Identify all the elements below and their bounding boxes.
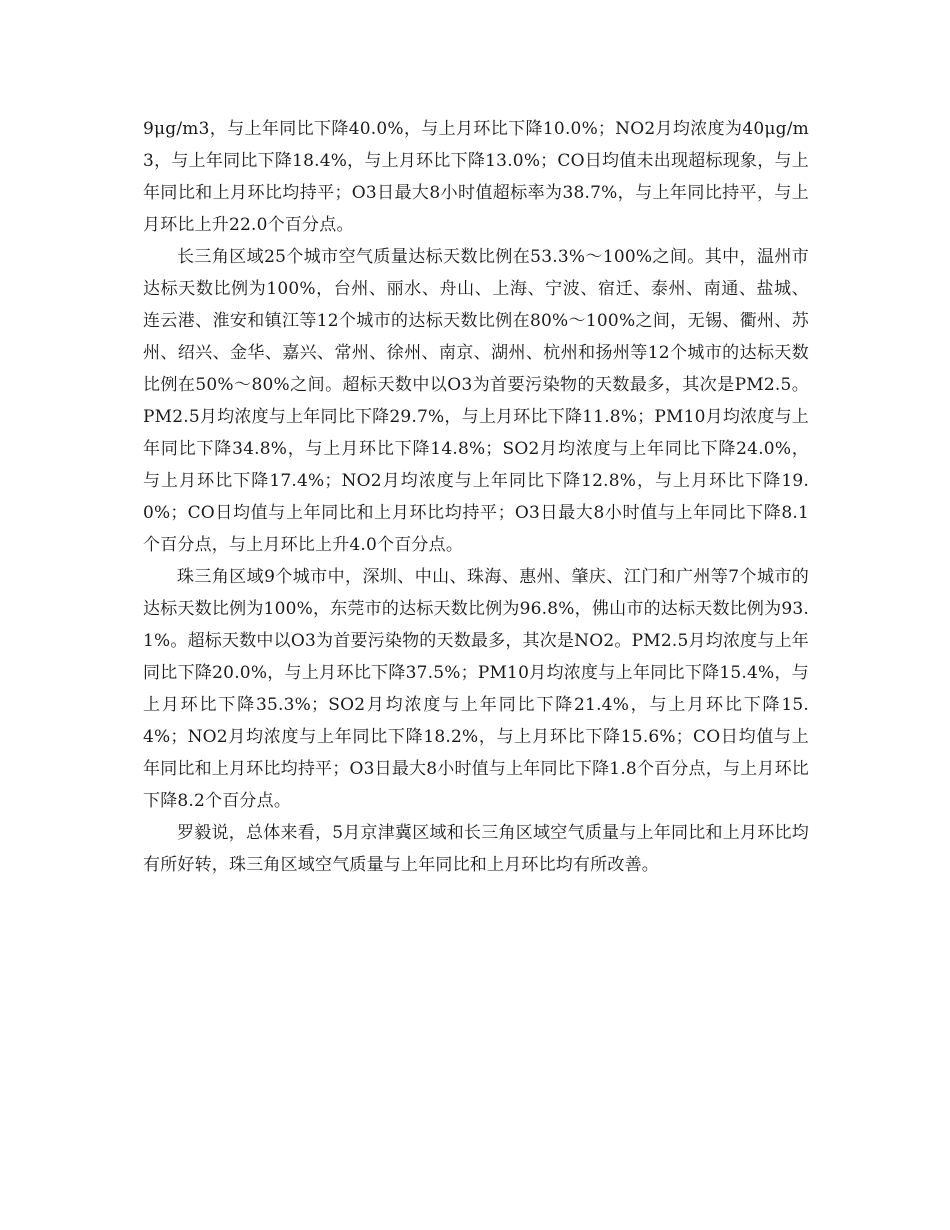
paragraph-pearl-delta: 珠三角区域9个城市中，深圳、中山、珠海、惠州、肇庆、江门和广州等7个城市的达标天数比例为100%，东莞市的达标天数比例为96.8%，佛山市的达标天数比例为93.1%。超标天数中以O3为首要污染物的天数最多，其次是NO2。PM2.5月均浓度与上年同比下降20.0%，与上月环比下降37.5%；PM10月均浓度与上年同比下降15.4%，与上月环比下降35.3%；SO2月均浓度与上年同比下降21.4%，与上月环比下降15.4%；NO2月均浓度与上年同比下降18.2%，与上月环比下降15.6%；CO日均值与上年同比和上月环比均持平；O3日最大8小时值与上年同比下降1.8个百分点，与上月环比下降8.2个百分点。 [143, 567, 809, 811]
paragraph-summary: 罗毅说，总体来看，5月京津冀区域和长三角区域空气质量与上年同比和上月环比均有所好转，珠三角区域空气质量与上年同比和上月环比均有所改善。 [143, 823, 809, 875]
paragraph-jingjinji-continued: 9μg/m3，与上年同比下降40.0%，与上月环比下降10.0%；NO2月均浓度为40μg/m3，与上年同比下降18.4%，与上月环比下降13.0%；CO日均值未出现超标现象，与上年同比和上月环比均持平；O3日最大8小时值超标率为38.7%，与上年同比持平，与上月环比上升22.0个百分点。 [143, 119, 809, 235]
document-body [143, 113, 809, 881]
paragraph-yangtze-delta: 长三角区域25个城市空气质量达标天数比例在53.3%～100%之间。其中，温州市达标天数比例为100%，台州、丽水、舟山、上海、宁波、宿迁、泰州、南通、盐城、连云港、淮安和镇江等12个城市的达标天数比例在80%～100%之间，无锡、衢州、苏州、绍兴、金华、嘉兴、常州、徐州、南京、湖州、杭州和扬州等12个城市的达标天数比例在50%～80%之间。超标天数中以O3为首要污染物的天数最多，其次是PM2.5。PM2.5月均浓度与上年同比下降29.7%，与上月环比下降11.8%；PM10月均浓度与上年同比下降34.8%，与上月环比下降14.8%；SO2月均浓度与上年同比下降24.0%，与上月环比下降17.4%；NO2月均浓度与上年同比下降12.8%，与上月环比下降19.0%；CO日均值与上年同比和上月环比均持平；O3日最大8小时值与上年同比下降8.1个百分点，与上月环比上升4.0个百分点。 [143, 247, 809, 555]
